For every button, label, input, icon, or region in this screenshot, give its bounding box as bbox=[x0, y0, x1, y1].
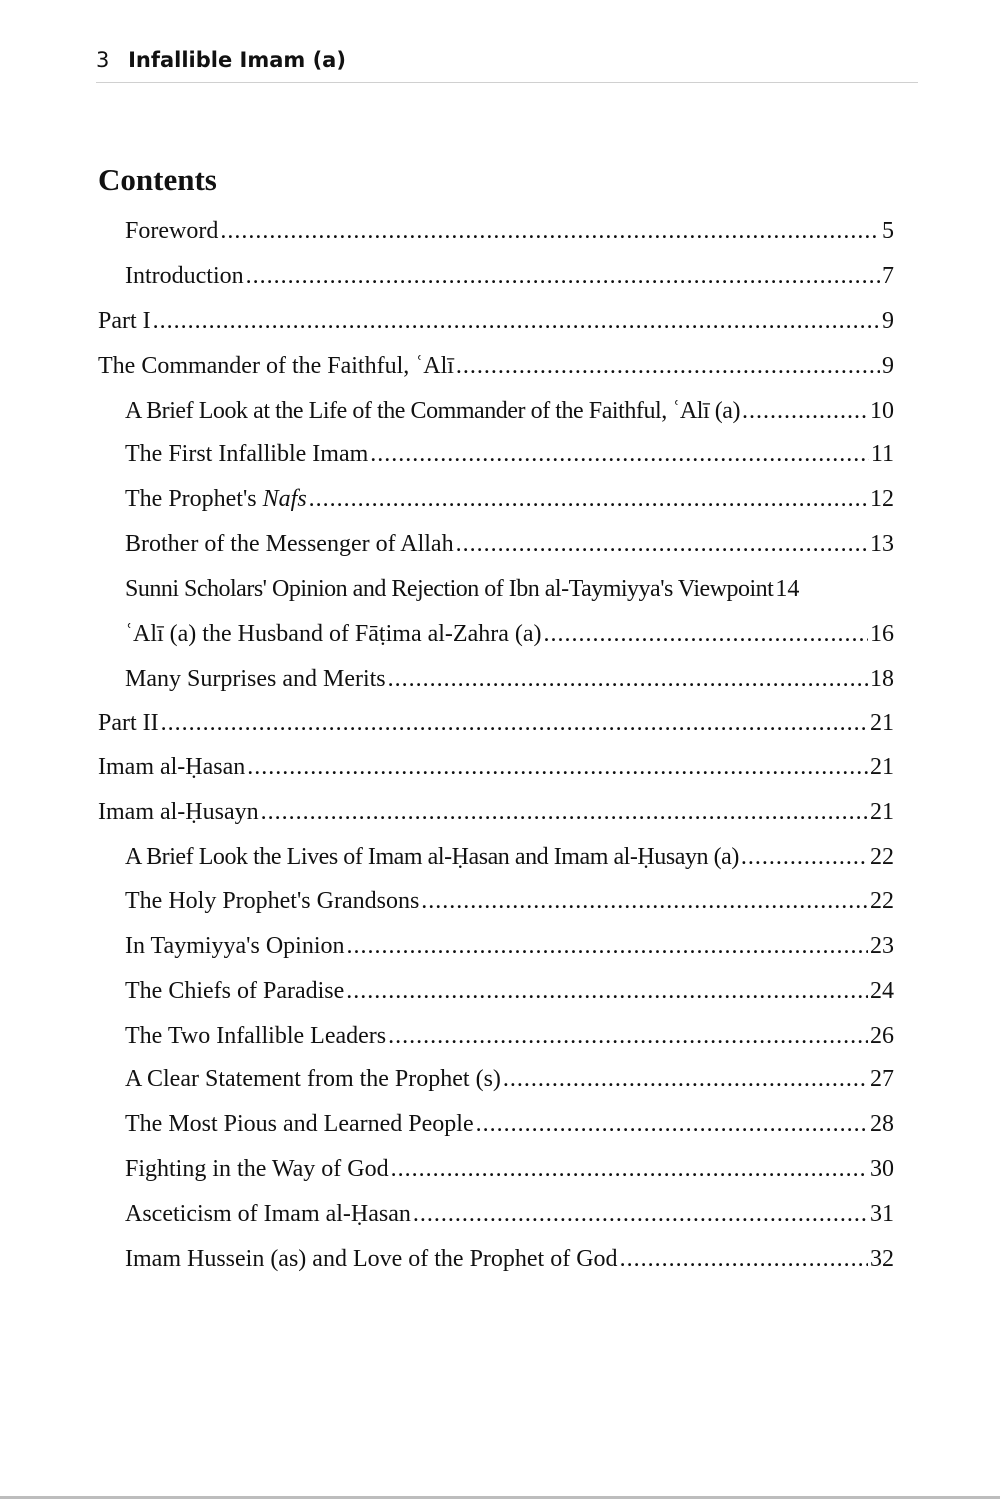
toc-entry-title bbox=[125, 483, 307, 515]
toc-entry-title: Foreword bbox=[125, 218, 219, 244]
header-page-number: 3 bbox=[96, 48, 110, 72]
toc-entry-page: 14 bbox=[775, 576, 800, 602]
toc-entry-page: 28 bbox=[870, 1111, 894, 1137]
toc-entry-title-italic: Nafs bbox=[262, 486, 307, 512]
dot-leader bbox=[388, 1020, 868, 1052]
toc-entry-title: Sunni Scholars' Opinion and Rejection of Ibn al-Taymiyya's Viewpoint bbox=[125, 576, 774, 602]
dot-leader bbox=[388, 663, 868, 695]
dot-leader bbox=[347, 930, 868, 962]
toc-entry-title: A Brief Look at the Life of the Commander of the Faithful, ʿAlī (a) bbox=[125, 398, 741, 424]
dot-leader bbox=[741, 841, 868, 873]
toc-entry-holy-prophets-grandsons[interactable] bbox=[125, 885, 894, 917]
toc-entry-page: 7 bbox=[882, 263, 894, 289]
toc-entry-page: 21 bbox=[870, 710, 894, 736]
toc-entry-part-1[interactable] bbox=[98, 305, 894, 337]
running-header bbox=[96, 48, 918, 83]
toc-entry-title: Brother of the Messenger of Allah bbox=[125, 531, 454, 557]
toc-entry-imam-al-hasan[interactable] bbox=[98, 751, 894, 783]
contents-heading: Contents bbox=[98, 162, 217, 197]
toc-entry-imam-al-husayn[interactable] bbox=[98, 796, 894, 828]
toc-entry-title: A Clear Statement from the Prophet (s) bbox=[125, 1066, 501, 1092]
dot-leader bbox=[742, 395, 868, 427]
toc-entry-title: Imam al-Ḥasan bbox=[98, 754, 246, 780]
toc-entry-page: 5 bbox=[882, 218, 894, 244]
dot-leader bbox=[503, 1063, 868, 1095]
toc-entry-title: In Taymiyya's Opinion bbox=[125, 933, 345, 959]
dot-leader bbox=[247, 751, 868, 783]
toc-entry-brief-look-lives[interactable] bbox=[125, 841, 894, 873]
toc-entry-title: Imam al-Ḥusayn bbox=[98, 799, 259, 825]
toc-entry-asceticism[interactable] bbox=[125, 1198, 894, 1230]
toc-entry-page: 22 bbox=[870, 888, 894, 914]
toc-entry-in-taymiyyas-opinion[interactable] bbox=[125, 930, 894, 962]
toc-entry-introduction[interactable] bbox=[125, 260, 894, 292]
toc-entry-clear-statement[interactable] bbox=[125, 1063, 894, 1095]
toc-entry-page: 24 bbox=[870, 978, 894, 1004]
toc-entry-brief-look-life-ali[interactable] bbox=[125, 395, 894, 427]
toc-entry-title: Part II bbox=[98, 710, 159, 736]
header-book-title: Infallible Imam (a) bbox=[128, 48, 346, 72]
toc-entry-many-surprises-and-merits[interactable] bbox=[125, 663, 894, 695]
toc-entry-imam-hussein-love[interactable] bbox=[125, 1243, 894, 1275]
dot-leader bbox=[544, 618, 869, 650]
toc-entry-page: 18 bbox=[870, 666, 894, 692]
toc-entry-title: The Chiefs of Paradise bbox=[125, 978, 345, 1004]
toc-entry-page: 12 bbox=[870, 486, 894, 512]
toc-entry-page: 21 bbox=[870, 799, 894, 825]
toc-entry-page: 9 bbox=[882, 353, 894, 379]
toc-entry-title: Fighting in the Way of God bbox=[125, 1156, 389, 1182]
dot-leader bbox=[413, 1198, 868, 1230]
toc-entry-page: 31 bbox=[870, 1201, 894, 1227]
toc-entry-page: 9 bbox=[882, 308, 894, 334]
toc-entry-title: ʿAlī (a) the Husband of Fāṭima al-Zahra (a) bbox=[125, 621, 542, 647]
toc-entry-title: A Brief Look the Lives of Imam al-Ḥasan and Imam al-Ḥusayn (a) bbox=[125, 844, 739, 870]
toc-entry-page: 21 bbox=[870, 754, 894, 780]
dot-leader bbox=[246, 260, 880, 292]
toc-entry-title: Part I bbox=[98, 308, 151, 334]
toc-entry-title-prefix: The Prophet's bbox=[125, 486, 263, 512]
toc-entry-most-pious-and-learned[interactable] bbox=[125, 1108, 894, 1140]
toc-entry-part-2[interactable] bbox=[98, 707, 894, 739]
toc-entry-page: 30 bbox=[870, 1156, 894, 1182]
toc-entry-sunni-scholars-opinion[interactable] bbox=[125, 573, 910, 605]
toc-entry-commander-of-the-faithful[interactable] bbox=[98, 350, 894, 382]
toc-entry-page: 23 bbox=[870, 933, 894, 959]
toc-entry-title: The Most Pious and Learned People bbox=[125, 1111, 474, 1137]
toc-entry-foreword[interactable] bbox=[125, 215, 894, 247]
dot-leader bbox=[421, 885, 868, 917]
toc-entry-title: Introduction bbox=[125, 263, 244, 289]
toc-entry-page: 26 bbox=[870, 1023, 894, 1049]
dot-leader bbox=[370, 438, 869, 470]
toc-entry-page: 13 bbox=[870, 531, 894, 557]
toc-entry-title: Imam Hussein (as) and Love of the Prophet of God bbox=[125, 1246, 618, 1272]
toc-entry-title: The First Infallible Imam bbox=[125, 441, 369, 467]
toc-entry-first-infallible-imam[interactable] bbox=[125, 438, 894, 470]
toc-entry-title: The Commander of the Faithful, ʿAlī bbox=[98, 353, 454, 379]
dot-leader bbox=[620, 1243, 868, 1275]
toc-entry-ali-husband-of-fatima[interactable] bbox=[125, 618, 894, 650]
toc-entry-two-infallible-leaders[interactable] bbox=[125, 1020, 894, 1052]
toc-entry-page: 10 bbox=[870, 398, 894, 424]
dot-leader bbox=[261, 796, 868, 828]
toc-entry-title: Asceticism of Imam al-Ḥasan bbox=[125, 1201, 411, 1227]
toc-entry-page: 11 bbox=[870, 441, 894, 467]
toc-entry-title: Many Surprises and Merits bbox=[125, 666, 386, 692]
toc-entry-brother-of-messenger[interactable] bbox=[125, 528, 894, 560]
toc-entry-page: 22 bbox=[870, 844, 894, 870]
toc-entry-fighting-in-the-way[interactable] bbox=[125, 1153, 894, 1185]
toc-entry-page: 27 bbox=[870, 1066, 894, 1092]
dot-leader bbox=[153, 305, 880, 337]
dot-leader bbox=[346, 975, 868, 1007]
toc-entry-chiefs-of-paradise[interactable] bbox=[125, 975, 894, 1007]
toc-entry-title: The Holy Prophet's Grandsons bbox=[125, 888, 420, 914]
dot-leader bbox=[456, 350, 880, 382]
dot-leader bbox=[309, 483, 868, 515]
dot-leader bbox=[456, 528, 868, 560]
dot-leader bbox=[391, 1153, 868, 1185]
toc-entry-page: 32 bbox=[870, 1246, 894, 1272]
dot-leader bbox=[161, 707, 868, 739]
toc-entry-prophets-nafs[interactable] bbox=[125, 483, 894, 515]
toc-entry-page: 16 bbox=[870, 621, 894, 647]
dot-leader bbox=[220, 215, 880, 247]
toc-entry-title: The Two Infallible Leaders bbox=[125, 1023, 387, 1049]
dot-leader bbox=[476, 1108, 868, 1140]
